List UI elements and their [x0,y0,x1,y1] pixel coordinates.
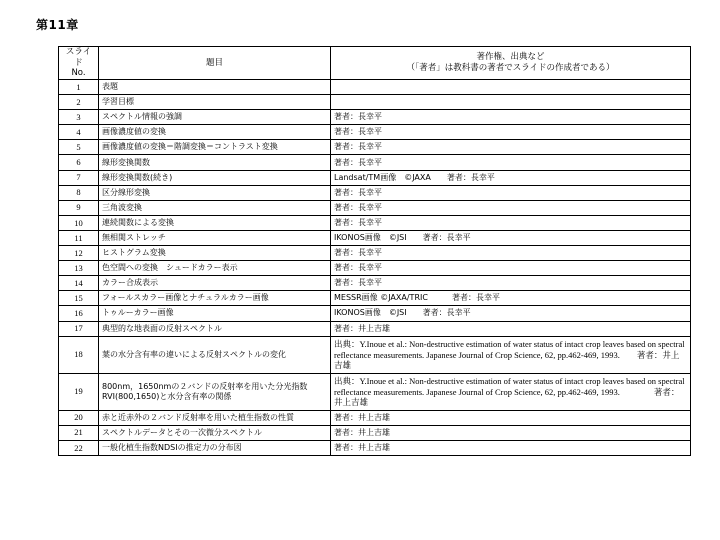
slide-source: 著者：長幸平 [331,110,691,125]
table-row [59,425,691,440]
table-row [59,440,691,455]
slide-number: 17 [59,321,99,336]
slide-title: 一般化植生指数NDSIの推定力の分布図 [99,440,331,455]
table-row [59,215,691,230]
slide-title-line2: RVI(800,1650)と水分含有率の関係 [102,391,232,401]
table-row [59,185,691,200]
slide-source: MESSR画像 ©JAXA/TRIC 著者：長幸平 [331,291,691,306]
slide-number: 6 [59,155,99,170]
table-row [59,373,691,410]
slide-title: スペクトル情報の強調 [99,110,331,125]
slide-source: 著者：長幸平 [331,246,691,261]
slide-title: トゥルーカラー画像 [99,306,331,321]
table-row [59,170,691,185]
slide-source: 出典：Y.Inoue et al.: Non-destructive estimation of water status of intact crop leaves based on spectral reflectance measurements. Japanese Journal of Crop Science, 62, pp.462-469, 1993. 著者：井上吉雄 [331,336,691,373]
slide-title: 連続関数による変換 [99,215,331,230]
slide-source: 著者：長幸平 [331,125,691,140]
slide-source [331,80,691,95]
slide-number: 11 [59,230,99,245]
header-source-line2: （「著者」は教科書の著者でスライドの作成者である） [406,63,615,73]
slide-title: 三角波変換 [99,200,331,215]
slide-number: 15 [59,291,99,306]
slide-source: 出典：Y.Inoue et al.: Non-destructive estimation of water status of intact crop leaves based on spectral reflectance measurements. Japanese Journal of Crop Science, 62, pp.462-469, 1993. 著者：井上吉雄 [331,373,691,410]
slide-title: 表題 [99,80,331,95]
table-row [59,155,691,170]
slide-title: 区分線形変換 [99,185,331,200]
table-row [59,80,691,95]
slide-number: 21 [59,425,99,440]
slide-number: 9 [59,200,99,215]
slide-number: 2 [59,95,99,110]
slide-title: 画像濃度値の変換 [99,125,331,140]
slide-title: 葉の水分含有率の違いによる反射スペクトルの変化 [99,336,331,373]
slide-number: 12 [59,246,99,261]
slide-number: 16 [59,306,99,321]
slide-number: 14 [59,276,99,291]
slide-title: 赤と近赤外の２バンド反射率を用いた植生指数の性質 [99,410,331,425]
slide-source: Landsat/TM画像 ©JAXA 著者：長幸平 [331,170,691,185]
slide-list-table [58,46,691,456]
slide-number: 7 [59,170,99,185]
slide-number: 18 [59,336,99,373]
slide-title: 無相関ストレッチ [99,230,331,245]
header-source [331,47,691,80]
header-source-line1: 著作権、出典など [476,52,545,63]
slide-title: スペクトルデータとその一次微分スペクトル [99,425,331,440]
table-row [59,110,691,125]
chapter-heading: 第11章 [36,18,79,32]
slide-source [331,95,691,110]
slide-number: 5 [59,140,99,155]
slide-source: IKONOS画像 ©JSI 著者：長幸平 [331,306,691,321]
slide-title-line1: 800nm，1650nmの２バンドの反射率を用いた分光指数 [102,381,308,391]
slide-source: 著者：長幸平 [331,155,691,170]
header-slide-no [59,47,99,80]
slide-number: 19 [59,373,99,410]
slide-title: 画像濃度値の変換＝階調変換＝コントラスト変換 [99,140,331,155]
header-title: 題目 [99,47,331,80]
slide-title: カラー合成表示 [99,276,331,291]
slide-title: ヒストグラム変換 [99,246,331,261]
slide-number: 1 [59,80,99,95]
slide-source: 著者：井上吉雄 [331,440,691,455]
slide-number: 22 [59,440,99,455]
table-header [59,47,691,80]
slide-source: 著者：長幸平 [331,215,691,230]
table-row [59,200,691,215]
slide-title: 色空間への変換 シュードカラー表示 [99,261,331,276]
slide-source: 著者：長幸平 [331,200,691,215]
header-slide-no-line2: No. [71,68,86,79]
table-body [59,80,691,456]
slide-source: 著者：井上吉雄 [331,410,691,425]
slide-source: 著者：長幸平 [331,140,691,155]
slide-number: 13 [59,261,99,276]
slide-number: 3 [59,110,99,125]
table-row [59,306,691,321]
table-row [59,261,691,276]
table-row [59,336,691,373]
slide-source: 著者：井上吉雄 [331,321,691,336]
slide-source: 著者：長幸平 [331,185,691,200]
table-row [59,321,691,336]
table-row [59,246,691,261]
slide-title: 典型的な地表面の反射スペクトル [99,321,331,336]
slide-title [99,373,331,410]
header-slide-no-line1: スライド [65,47,92,68]
table-row [59,95,691,110]
slide-number: 4 [59,125,99,140]
table-row [59,410,691,425]
table-row [59,291,691,306]
table-row [59,230,691,245]
slide-source: 著者：長幸平 [331,276,691,291]
slide-source: 著者：長幸平 [331,261,691,276]
slide-title: 学習目標 [99,95,331,110]
slide-title: 線形変換関数(続き) [99,170,331,185]
slide-source: IKONOS画像 ©JSI 著者：長幸平 [331,230,691,245]
table-row [59,276,691,291]
slide-number: 10 [59,215,99,230]
slide-title: フォールスカラー画像とナチュラルカラー画像 [99,291,331,306]
table-row [59,140,691,155]
slide-number: 8 [59,185,99,200]
slide-number: 20 [59,410,99,425]
table-row [59,125,691,140]
slide-source: 著者：井上吉雄 [331,425,691,440]
slide-title: 線形変換関数 [99,155,331,170]
